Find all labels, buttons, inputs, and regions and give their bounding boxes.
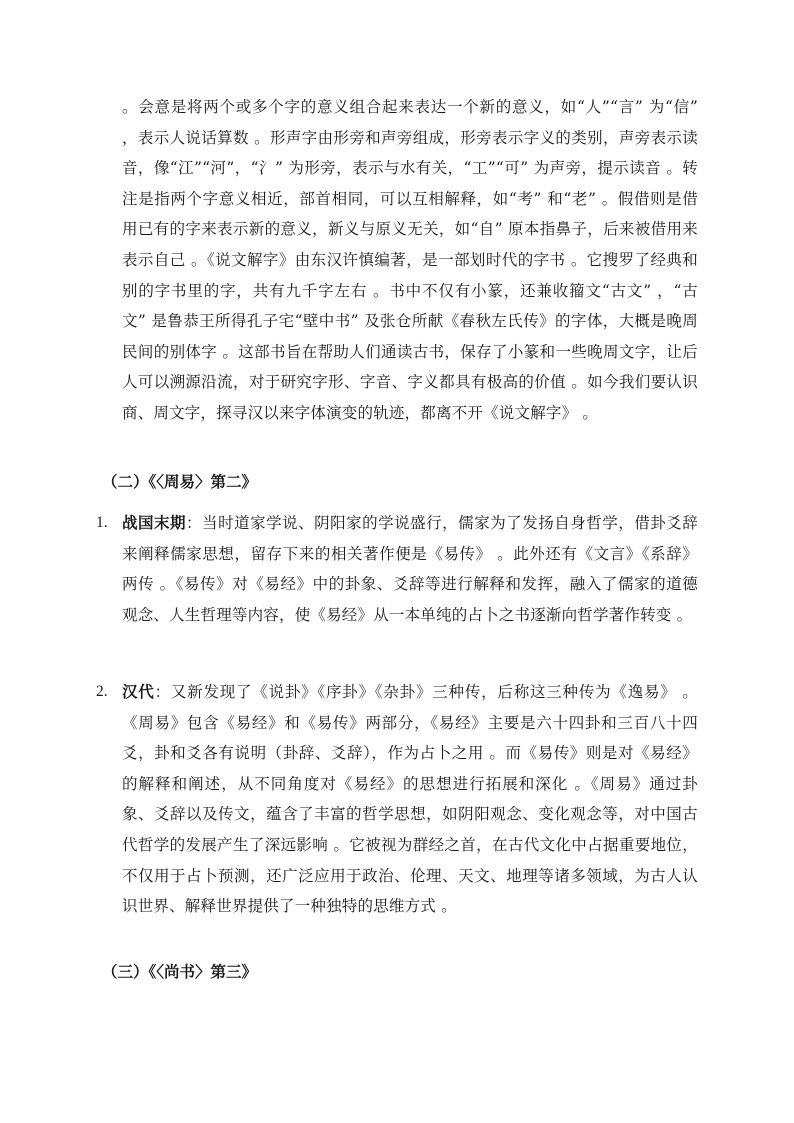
section-heading-zhouyi: （二）《〈周易〉第二》 [102,472,258,491]
list-item-body [122,677,698,922]
section-heading-shangshu: （三）《〈尚书〉第三》 [102,962,258,981]
list-item-number: 2. [96,683,108,700]
list-item [96,677,698,922]
list-item-number: 1. [96,514,108,531]
list-item [96,508,698,630]
list-item-body [122,508,698,630]
intro-paragraph: 。会意是将两个或多个字的意义组合起来表达一个新的意义，如“人”“言” 为“信” ，表示人说话算数 。形声字由形旁和声旁组成，形旁表示字义的类别，声旁表示读音，像“江”“河”，“氵” 为形旁，表示与水有关，“工”“可” 为声旁，提示读音 。转注是指两个字意义相近，部首相同，可以互相解释，如“考” 和“老” 。假借则是借用已有的字来表示新的意义，新义与原义无关，如“自” 原本指鼻子，后来被借用来表示自己 。《说文解字》由东汉许慎编著，是一部划时代的字书 。它搜罗了经典和别的字书里的字，共有九千字左右 。书中不仅有小篆，还兼收籀文“古文” ，“古文” 是鲁恭王所得孔子宅“壁中书” 及张仓所献《春秋左氏传》的字体，大概是晚周民间的别体字 。这部书旨在帮助人们通读古书，保存了小篆和一些晚周文字，让后人可以溯源沿流，对于研究字形、字音、字义都具有极高的价值 。如今我们要认识商、周文字，探寻汉以来字体演变的轨迹，都离不开《说文解字》 。 [122,98,698,422]
list-item-text: ：当时道家学说、阴阳家的学说盛行，儒家为了发扬自身哲学，借卦爻辞来阐释儒家思想，留存下来的相关著作便是《易传》 。此外还有《文言》《系辞》两传 。《易传》对《易经》中的卦象、爻辞等进行解释和发挥，融入了儒家的道德观念、人生哲理等内容，使《易经》从一本单纯的占卜之书逐渐向哲学著作转变 。 [122,514,698,624]
list-item-lead: 汉代 [122,682,155,701]
list-item-lead: 战国末期 [122,513,187,532]
list-item-text: ：又新发现了《说卦》《序卦》《杂卦》三种传，后称这三种传为《逸易》 。《周易》包含《易经》和《易传》两部分，《易经》主要是六十四卦和三百八十四爻，卦和爻各有说明（卦辞、爻辞），作为占卜之用 。而《易传》则是对《易经》的解释和阐述，从不同角度对《易经》的思想进行拓展和深化 。《周易》通过卦象、爻辞以及传文，蕴含了丰富的哲学思想，如阴阳观念、变化观念等，对中国古代哲学的发展产生了深远影响 。它被视为群经之首，在古代文化中占据重要地位，不仅用于占卜预测，还广泛应用于政治、伦理、天文、地理等诸多领域，为古人认识世界、解释世界提供了一种独特的思维方式 。 [122,683,698,916]
